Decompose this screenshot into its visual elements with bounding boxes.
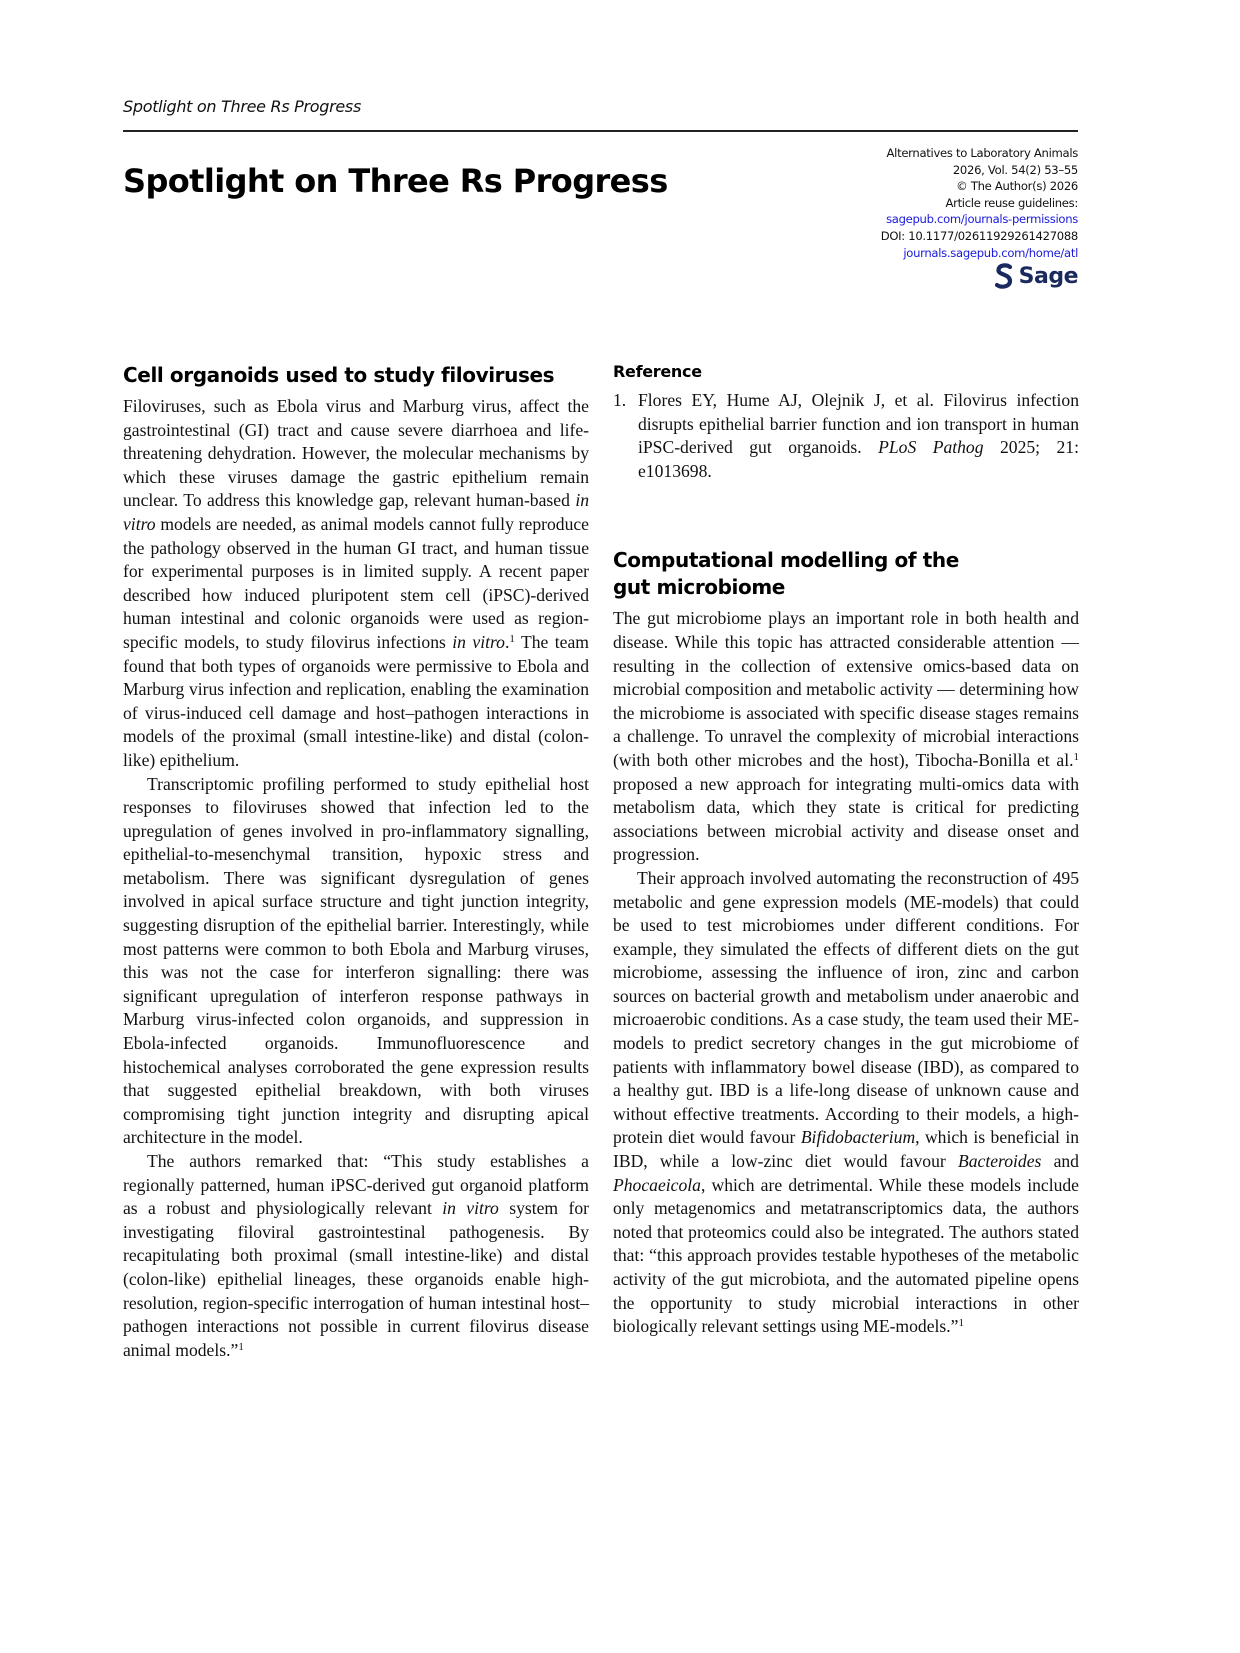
volume-info: 2026, Vol. 54(2) 53–55	[952, 162, 1078, 177]
journal-link[interactable]: journals.sagepub.com/home/atl	[903, 245, 1078, 260]
section-heading-organoids: Cell organoids used to study filoviruses	[123, 363, 555, 387]
citation-ref[interactable]: 1	[238, 1340, 244, 1353]
paragraph: The gut microbiome plays an important role in both health and disease. While this topic has attracted considerable attention — resulting in the collection of extensive omics-based data on microbial composition and metabolic activity — determining how the microbiome is associated with specific disease stages remains a challenge. To unravel the complexity of microbial interactions (with both other microbes and the host), Tibocha-Bonilla et al.$^1$ proposed a new approach for integrating multi-omics data with metabolism data, which they state is critical for predicting associations between microbial activity and disease onset and progression.	[613, 608, 1079, 865]
reuse-label: Article reuse guidelines:	[945, 195, 1078, 210]
left-column	[123, 362, 589, 1362]
citation-ref[interactable]: 1	[958, 1317, 964, 1330]
reference-item: 1. Flores EY, Hume AJ, Olejnik J, et al. Filovirus infection disrupts epithelial barrier function and ion transport in human iPSC-derived gut organoids. PLoS Pathog 2025; 21: e1013698.	[613, 390, 1079, 481]
spacer	[613, 483, 1079, 547]
page-title: Spotlight on Three Rs Progress	[123, 162, 668, 200]
header-rule	[123, 130, 1078, 132]
sage-logo	[995, 263, 1078, 289]
citation-ref[interactable]: 1	[1073, 750, 1079, 763]
reference-heading: Reference	[613, 362, 702, 381]
section-heading-microbiome: Computational modelling of the gut microbiome	[613, 548, 959, 600]
copyright: © The Author(s) 2026	[956, 179, 1078, 194]
doi: DOI: 10.1177/02611929261427088	[880, 228, 1078, 243]
right-column	[613, 362, 1079, 1339]
paragraph: The authors remarked that: “This study establishes a regionally patterned, human iPSC-derived gut organoid platform as a robust and physiologically relevant in vitro system for investigating filoviral gastrointestinal pathogenesis. By recapitulating both proximal (small intestine-like) and distal (colon-like) epithelial lineages, these organoids enable high-resolution, region-specific interrogation of human intestinal host–pathogen interactions not possible in current filovirus disease animal models.”$^1$	[123, 1151, 589, 1360]
sage-wordmark: Sage	[1018, 263, 1078, 289]
paragraph: Their approach involved automating the reconstruction of 495 metabolic and gene expression models (ME-models) that could be used to test microbiomes under different conditions. For example, they simulated the effects of different diets on the gut microbiome, assessing the influence of iron, zinc and carbon sources on bacterial growth and metabolism under anaerobic and microaerobic conditions. As a case study, the team used their ME-models to predict secretory changes in the gut microbiome of patients with inflammatory bowel disease (IBD), as compared to a healthy gut. IBD is a life-long disease of unknown cause and without effective treatments. According to their models, a high-protein diet would favour Bifidobacterium, which is beneficial in IBD, while a low-zinc diet would favour Bacteroides and Phocaeicola, which are detrimental. While these models include only metagenomics and metatranscriptomics data, the authors noted that proteomics could also be integrated. The authors stated that: “this approach provides testable hypotheses of the metabolic activity of the gut microbiota, and the automated pipeline opens the opportunity to study microbial interactions in other biologically relevant settings using ME-models.”$^1$	[613, 867, 1080, 1337]
permissions-link[interactable]: sagepub.com/journals-permissions	[886, 212, 1078, 227]
paragraph: Transcriptomic profiling performed to study epithelial host responses to filoviruses showed that infection led to the upregulation of genes involved in pro-inflammatory signalling, epithelial-to-mesenchymal transition, hypoxic stress and metabolism. There was significant dysregulation of genes involved in apical surface structure and tight junction integrity, suggesting disruption of the epithelial barrier. Interestingly, while most patterns were common to both Ebola and Marburg viruses, this was not the case for interferon signalling: there was significant upregulation of interferon response pathways in Marburg virus-infected colon organoids, and suppression in Ebola-infected organoids. Immunofluorescence and histochemical analyses corroborated the gene expression results that suggested epithelial breakdown, with both viruses compromising tight junction integrity and disrupting apical architecture in the model.	[123, 773, 589, 1148]
journal-name: Alternatives to Laboratory Animals	[886, 146, 1078, 160]
reference-list	[613, 389, 1079, 483]
sage-s-icon	[995, 263, 1013, 289]
running-head: Spotlight on Three Rs Progress	[123, 97, 362, 116]
paragraph: Filoviruses, such as Ebola virus and Marburg virus, affect the gastrointestinal (GI) tract and cause severe diarrhoea and life-threatening dehydration. However, the molecular mechanisms by which these viruses damage the gastric epithelium remain unclear. To address this knowledge gap, relevant human-based in vitro models are needed, as animal models cannot fully reproduce the pathology observed in the human GI tract, and human tissue for experimental purposes is in limited supply. A recent paper described how induced pluripotent stem cell (iPSC)-derived human intestinal and colonic organoids were used as region-specific models, to study filovirus infections in vitro.$^1$ The team found that both types of organoids were permissive to Ebola and Marburg virus infection and replication, enabling the examination of virus-induced cell damage and host–pathogen interactions in models of the proximal (small intestine-like) and distal (colon-like) epithelium.	[123, 396, 589, 770]
citation-ref[interactable]: 1	[509, 632, 515, 645]
article-metadata	[881, 145, 1078, 261]
